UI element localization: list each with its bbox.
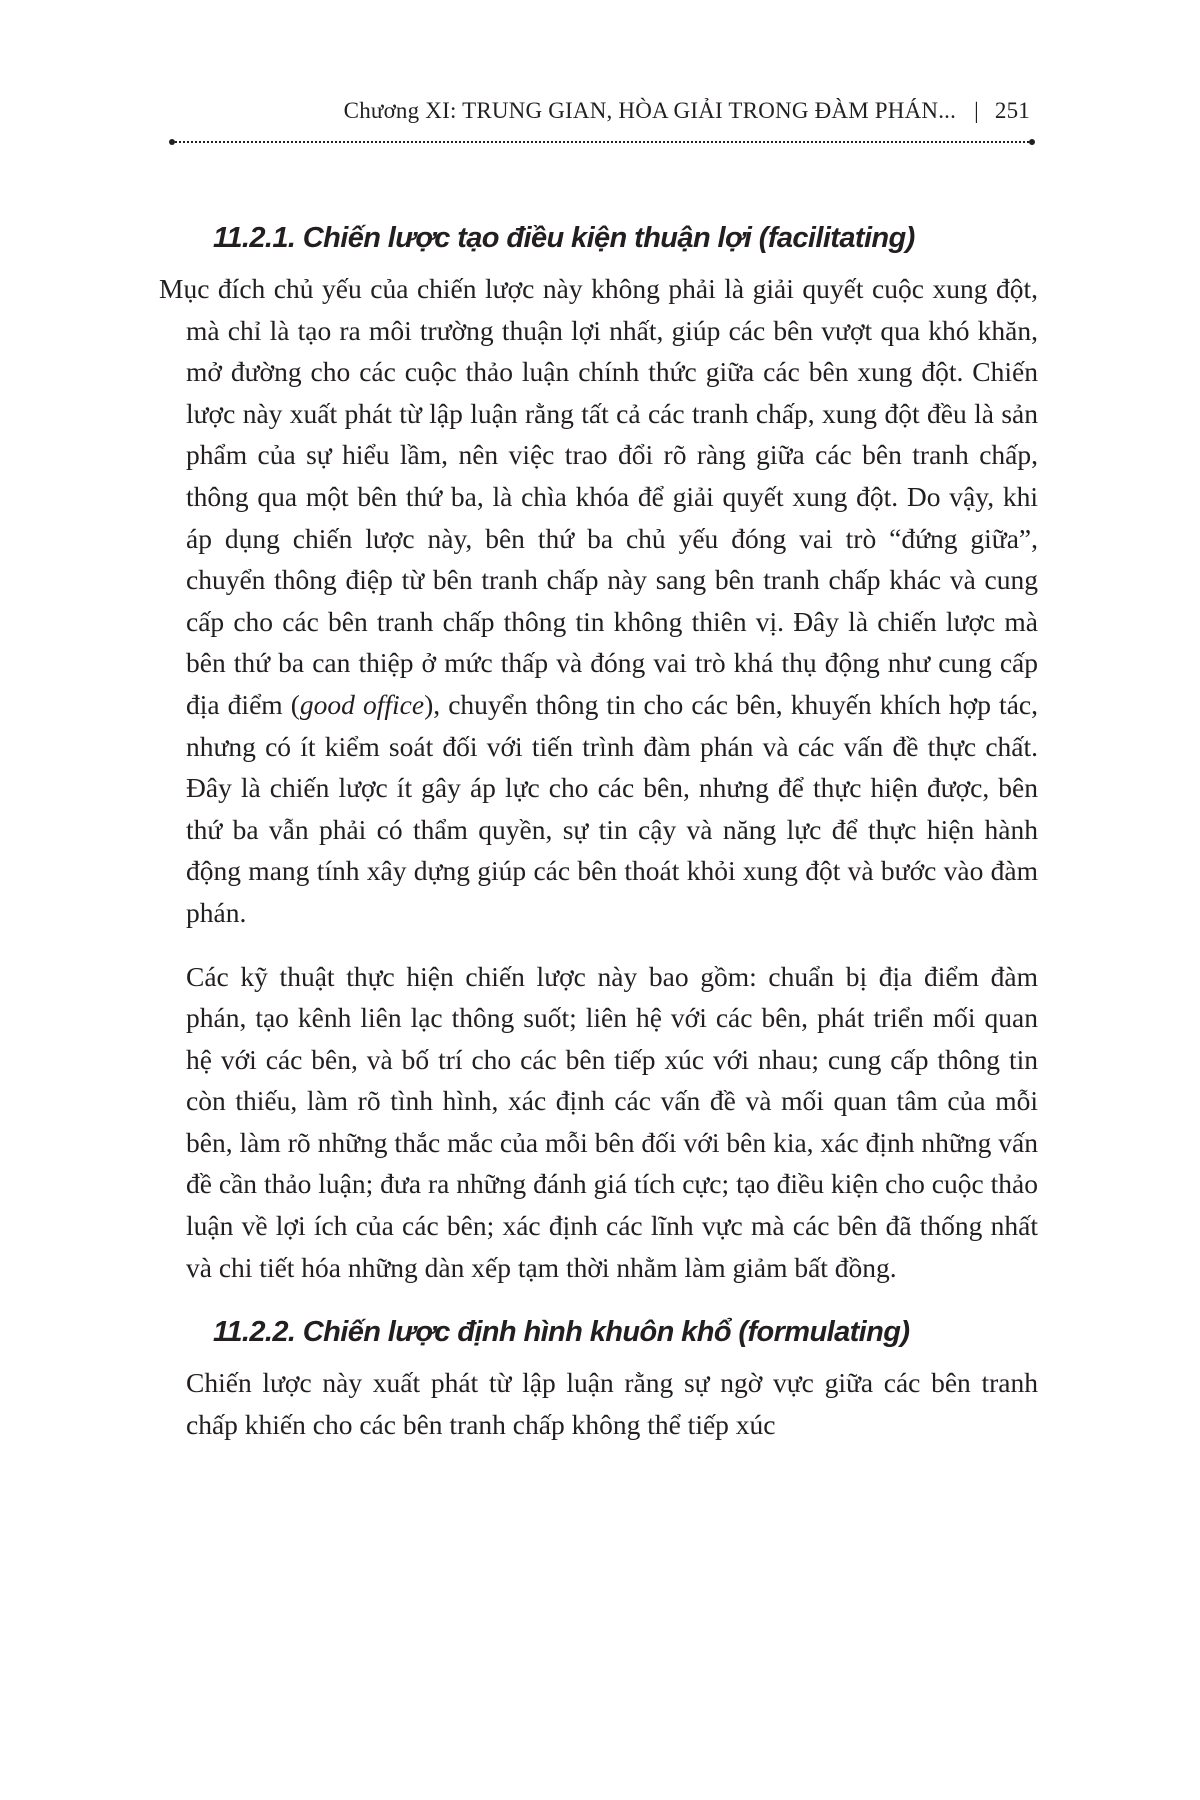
page-content <box>159 218 1038 1445</box>
paragraph-text: Mục đích chủ yếu của chiến lược này không phải là giải quyết cuộc xung đột, mà chỉ là tạo ra môi trường thuận lợi nhất, giúp các bên vượt qua khó khăn, mở đường cho các cuộc thảo luận chính thức giữa các bên xung đột. Chiến lược này xuất phát từ lập luận rằng tất cả các tranh chấp, xung đột đều là sản phẩm của sự hiểu lầm, nên việc trao đổi rõ ràng giữa các bên tranh chấp, thông qua một bên thứ ba, là chìa khóa để giải quyết xung đột. Do vậy, khi áp dụng chiến lược này, bên thứ ba chủ yếu đóng vai trò “đứng giữa”, chuyển thông điệp từ bên tranh chấp này sang bên tranh chấp khác và cung cấp cho các bên tranh chấp thông tin không thiên vị. Đây là chiến lược mà bên thứ ba can thiệp ở mức thấp và đóng vai trò khá thụ động như cung cấp địa điểm ( <box>159 273 1038 720</box>
header-separator: | <box>974 98 979 123</box>
running-header <box>170 98 1030 138</box>
paragraph-formulating-intro: Chiến lược này xuất phát từ lập luận rằng sự ngờ vực giữa các bên tranh chấp khiến cho các bên tranh chấp không thể tiếp xúc <box>186 1367 1038 1440</box>
paragraph-facilitating-intro <box>159 268 1038 934</box>
section-heading-11-2-2: 11.2.2. Chiến lược định hình khuôn khổ (formulating) <box>213 1316 910 1349</box>
header-dotted-rule <box>172 141 1032 143</box>
paragraph-facilitating-techniques: Các kỹ thuật thực hiện chiến lược này bao gồm: chuẩn bị địa điểm đàm phán, tạo kênh liên lạc thông suốt; liên hệ với các bên, phát triển mối quan hệ với các bên, và bố trí cho các bên tiếp xúc với nhau; cung cấp thông tin còn thiếu, làm rõ tình hình, xác định các vấn đề và mối quan tâm của mỗi bên, làm rõ những thắc mắc của mỗi bên đối với bên kia, xác định những vấn đề cần thảo luận; đưa ra những đánh giá tích cực; tạo điều kiện cho cuộc thảo luận về lợi ích của các bên; xác định các lĩnh vực mà các bên đã thống nhất và chi tiết hóa những dàn xếp tạm thời nhằm làm giảm bất đồng. <box>186 960 1038 1283</box>
section-heading-11-2-1: 11.2.1. Chiến lược tạo điều kiện thuận lợi (facilitating) <box>213 222 915 254</box>
paragraph-text: ), chuyển thông tin cho các bên, khuyến khích hợp tác, nhưng có ít kiểm soát đối với tiến trình đàm phán và các vấn đề thực chất. Đây là chiến lược ít gây áp lực cho các bên, nhưng để thực hiện được, bên thứ ba vẫn phải có thẩm quyền, sự tin cậy và năng lực để thực hiện hành động mang tính xây dựng giúp các bên thoát khỏi xung đột và bước vào đàm phán. <box>186 688 1038 928</box>
chapter-title: Chương XI: TRUNG GIAN, HÒA GIẢI TRONG ĐÀM PHÁN... <box>343 98 957 123</box>
italic-term: good office <box>299 688 425 720</box>
page-number: 251 <box>994 98 1030 123</box>
